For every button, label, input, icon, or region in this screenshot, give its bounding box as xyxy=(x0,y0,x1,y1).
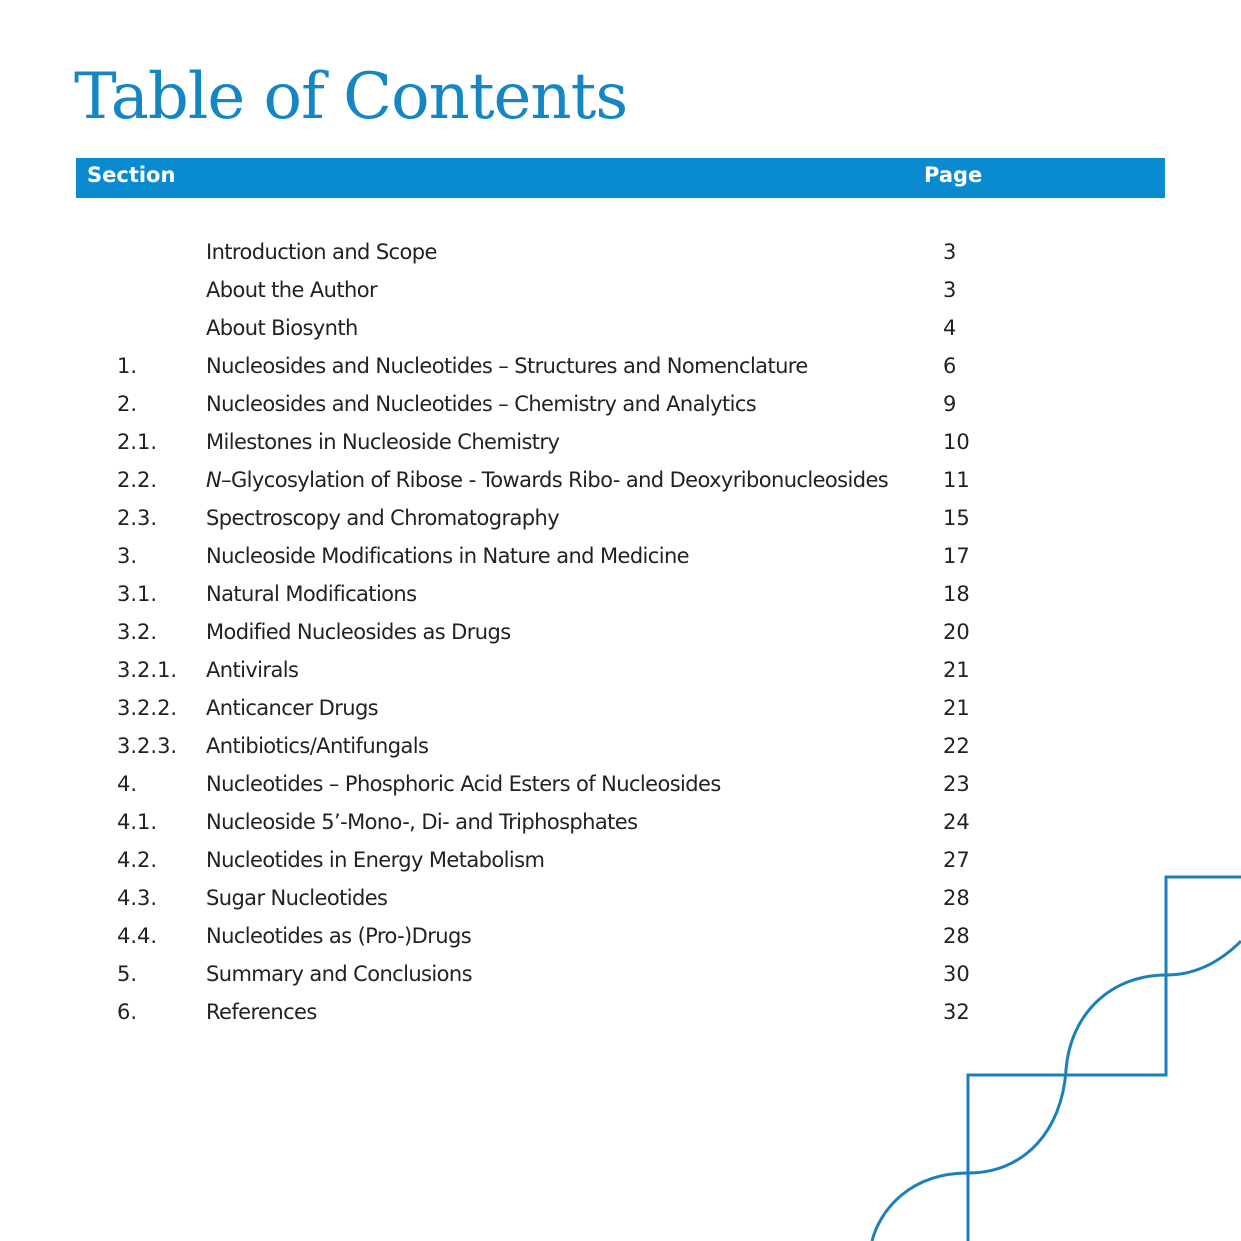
step-line-upper xyxy=(968,877,1241,1241)
entry-number: 1. xyxy=(117,354,138,378)
entry-page: 9 xyxy=(943,392,957,416)
entry-title: Nucleoside 5’-Mono-, Di- and Triphosphates xyxy=(206,810,638,834)
entry-title: Nucleotides as (Pro-)Drugs xyxy=(206,924,472,948)
entry-number: 2.2. xyxy=(117,468,158,492)
entry-number: 4. xyxy=(117,772,138,796)
entry-number: 2.1. xyxy=(117,430,158,454)
entry-title: Sugar Nucleotides xyxy=(206,886,388,910)
entry-page: 15 xyxy=(943,506,970,530)
entry-title: Nucleoside Modifications in Nature and Medicine xyxy=(206,544,689,568)
entry-page: 17 xyxy=(943,544,970,568)
entry-page: 27 xyxy=(943,848,970,872)
entry-page: 23 xyxy=(943,772,970,796)
entry-number: 4.3. xyxy=(117,886,158,910)
entry-number: 3.2.3. xyxy=(117,734,178,758)
entry-title: References xyxy=(206,1000,317,1024)
entry-number: 2.3. xyxy=(117,506,158,530)
entry-title: Antibiotics/Antifungals xyxy=(206,734,429,758)
italic-prefix: N xyxy=(206,468,222,492)
entry-title: About Biosynth xyxy=(206,316,358,340)
entry-title: About the Author xyxy=(206,278,378,302)
entry-page: 6 xyxy=(943,354,957,378)
entry-title: Nucleotides – Phosphoric Acid Esters of Nucleosides xyxy=(206,772,721,796)
entry-number: 6. xyxy=(117,1000,138,1024)
entry-title: Antivirals xyxy=(206,658,299,682)
entry-number: 5. xyxy=(117,962,138,986)
entry-number: 3. xyxy=(117,544,138,568)
entry-page: 4 xyxy=(943,316,957,340)
entry-page: 30 xyxy=(943,962,970,986)
page-column-header: Page xyxy=(924,163,983,187)
entry-number: 4.1. xyxy=(117,810,158,834)
entry-page: 22 xyxy=(943,734,970,758)
entry-page: 20 xyxy=(943,620,970,644)
entry-page: 28 xyxy=(943,924,970,948)
entry-page: 32 xyxy=(943,1000,970,1024)
wave-curve xyxy=(872,941,1241,1241)
section-column-header: Section xyxy=(87,163,176,187)
entry-title: Natural Modifications xyxy=(206,582,417,606)
entry-title: Nucleosides and Nucleotides – Structures and Nomenclature xyxy=(206,354,808,378)
entry-page: 3 xyxy=(943,240,957,264)
entry-title: Nucleosides and Nucleotides – Chemistry and Analytics xyxy=(206,392,757,416)
entry-number: 3.2. xyxy=(117,620,158,644)
entry-number: 3.2.2. xyxy=(117,696,178,720)
entry-number: 4.4. xyxy=(117,924,158,948)
entry-page: 21 xyxy=(943,696,970,720)
page-title: Table of Contents xyxy=(74,60,628,134)
entry-title: Milestones in Nucleoside Chemistry xyxy=(206,430,560,454)
entry-title: Introduction and Scope xyxy=(206,240,437,264)
entry-title: N–Glycosylation of Ribose - Towards Ribo- and Deoxyribonucleosides xyxy=(206,468,889,492)
entry-number: 4.2. xyxy=(117,848,158,872)
entry-page: 3 xyxy=(943,278,957,302)
entry-title: Nucleotides in Energy Metabolism xyxy=(206,848,545,872)
entry-page: 28 xyxy=(943,886,970,910)
entry-title: Summary and Conclusions xyxy=(206,962,472,986)
entry-page: 21 xyxy=(943,658,970,682)
entry-page: 24 xyxy=(943,810,970,834)
entry-title: Modified Nucleosides as Drugs xyxy=(206,620,511,644)
entry-page: 18 xyxy=(943,582,970,606)
entry-page: 11 xyxy=(943,468,970,492)
entry-number: 3.2.1. xyxy=(117,658,178,682)
entry-title: Anticancer Drugs xyxy=(206,696,379,720)
entry-page: 10 xyxy=(943,430,970,454)
entry-number: 3.1. xyxy=(117,582,158,606)
entry-number: 2. xyxy=(117,392,138,416)
entry-title: Spectroscopy and Chromatography xyxy=(206,506,560,530)
